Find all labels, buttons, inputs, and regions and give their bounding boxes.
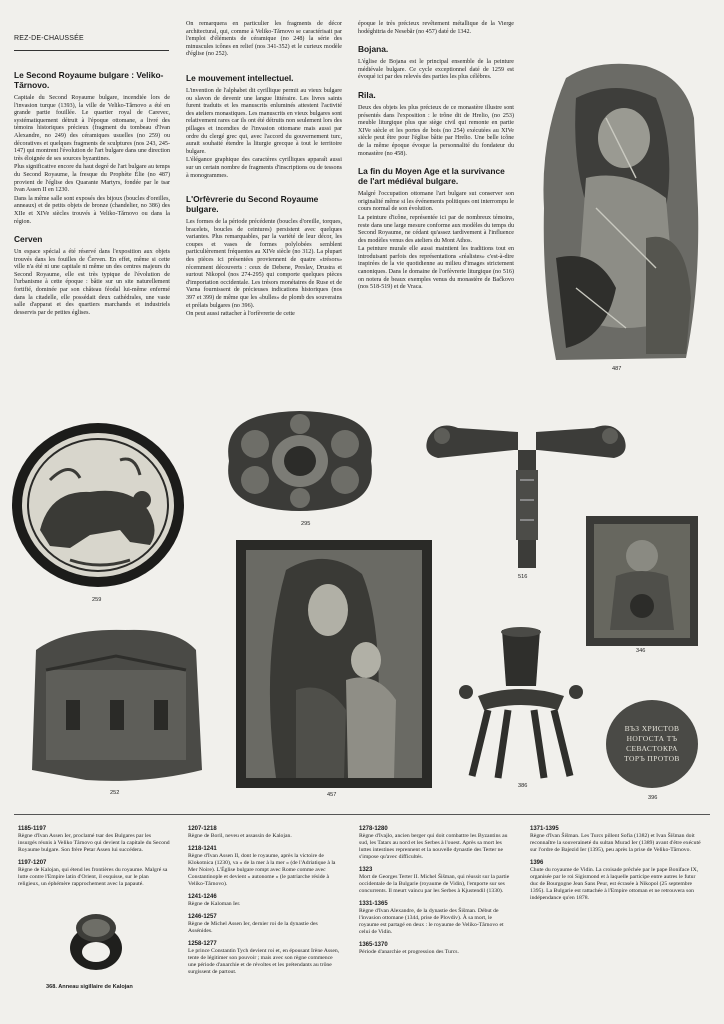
timeline-year: 1246-1257 [188, 914, 217, 920]
ring-caption: 368. Anneau sigillaire de Kalojan [46, 984, 133, 990]
seal-ring-image [66, 908, 126, 972]
caption-252: 252 [110, 790, 120, 796]
timeline-entry [359, 942, 511, 956]
timeline-year: 1197-1207 [18, 860, 47, 866]
text-column-1 [14, 62, 170, 318]
timeline-year: 1185-1197 [18, 826, 47, 832]
paragraph: Malgré l'occupation ottomane l'art bulgare sut conserver son originalité même si les événements politiques ont interrompu le cours normal de son évolution. [358, 191, 514, 213]
paragraph: Un espace spécial a été réservé dans l'exposition aux objets trouvés dans les fouilles de Červen. En effet, même si cette ville n'a été ni une capitale ni même un des centres majeurs du Second Royaume, elle est très typique de l'évolution de l'urbanisme à cette époque : bâtie sur un site naturellement fortifié, dominée par son château féodal lui-même enfermé dans la citadelle, elle possédait deux cathédrales, une vaste salle d'apparat et des quartiers marchands et industriels desservis par de petites églises. [14, 249, 170, 316]
seal-line: НОГОСТА ТЪ [626, 734, 678, 743]
ceramic-plate-image [10, 420, 186, 590]
bronze-candlestick-image [458, 626, 584, 782]
paragraph: L'élégance graphique des caractères cyrilliques apparaît aussi sur un certain nombre de fragments d'inscriptions ou de tessons à monogrammes. [186, 157, 342, 179]
heading-end-middle-ages: La fin du Moyen Age et la survivance de l'art médiéval bulgare. [358, 166, 505, 187]
timeline-text: Règne de Kalojan, qui étend les frontières du royaume. Malgré sa lutte contre l'Empire latin d'Orient, il esquisse, sur le plan religieux, un éphémère rapprochement avec la papauté. [18, 867, 168, 887]
timeline-entry [188, 826, 340, 840]
timeline-text: Chute du royaume de Vidin. La croisade prêchée par le pape Boniface IX, organisée par le roi Sigismond et à laquelle participe entre autres le futur duc de Bourgogne Jean Sans Peur, est écrasée à Nikopol (25 septembre 1395). La Bulgarie est rattachée à l'Empire ottoman et ne retrouvera son indépendance qu'en 1878. [530, 867, 699, 901]
timeline-text: Période d'anarchie et progression des Turcs. [359, 949, 459, 955]
timeline-text: Règne d'Ivan Assen II, dont le royaume, après la victoire de Klokotnica (1230), va « de la mer à la mer » (de l'Adriatique à la Mer Noire). L'Église bulgare rompt avec Rome comme avec Constantinople et devient « autonome » (le patriarche réside à Veliko-Tărnovo). [188, 853, 336, 887]
timeline-separator [14, 814, 710, 815]
heading-cerven: Cerven [14, 234, 43, 245]
caption-396: 396 [648, 795, 658, 801]
heading-intellectual: Le mouvement intellectuel. [186, 72, 294, 83]
timeline-year: 1258-1277 [188, 941, 217, 947]
virgin-icon-image [236, 540, 432, 788]
lead-seal [606, 700, 698, 788]
timeline-year: 1371-1395 [530, 826, 559, 832]
paragraph: Capitale du Second Royaume bulgare, incendiée lors de l'invasion turque (1393), la ville de Veliko-Tărnovo a été en grande partie fouillée. Le quartier royal de Carevec, systématiquement détruit à l'époque ottomane, a livré des témoins historiques précieux (fragment du tombeau d'Ivan Alexandre, no 249) des céramiques usuelles (no 259) ou décoratives et quelques fragments de sculptures (nos 243, 245-147) qui montrent l'évolution de l'art bulgare dans une direction très éloignée de ses sources byzantines. [14, 95, 170, 162]
timeline-text: Règne d'Ivan Šišman. Les Turcs pillent Sofia (1382) et Ivan Šišman doit reconnaître la souveraineté du sultan Murad Ier (1389) avant d'être exécuté sur l'ordre de Bajezid Ier (1395), peu après la prise de Veliko-Tărnovo. [530, 833, 701, 853]
paragraph: La peinture d'icône, représentée ici par de nombreux témoins, reste dans une large mesure conforme aux modèles du temps du Second Royaume, ne cédant qu'assez tardivement à l'influence des modèles venus des ateliers du Mont Athos. [358, 214, 514, 244]
seal-line: СЕВАСТОКРА [626, 744, 678, 753]
timeline-year: 1218-1241 [188, 846, 217, 852]
heading-second-kingdom: Le Second Royaume bulgare : Veliko-Tărnovo. [14, 70, 164, 90]
caption-259: 259 [92, 597, 102, 603]
timeline-text: Règne d'Ivan Alexandre, de la dynastie des Šišman. Début de l'invasion ottomane (1344, prise de Plovdiv). À sa mort, le royaume est partagé en deux : le royaume de Veliko-Tărnovo et celui de Vidin. [359, 908, 504, 935]
timeline-entry [188, 941, 340, 976]
relief-icon-image [586, 516, 698, 646]
timeline-text: Règne de Michel Assen Ier, dernier roi de la dynastie des Assénides. [188, 921, 318, 934]
caption-346: 346 [636, 648, 646, 654]
section-label: REZ-DE-CHAUSSÉE [14, 35, 84, 42]
timeline-column-3 [359, 826, 511, 962]
paragraph: Deux des objets les plus précieux de ce monastère illustre sont présentés dans l'exposition : le trône dit de Hrelio, (no 253) meuble liturgique plus que siège civil qui remonte en partie XIVe siècle et les portes de bois (no 254) exécutées au XIVe siècle peut être pour l'église bâtie par Hrelio. Une belle icône de la même époque évoque la personnalité du fondateur du monastère (no 458). [358, 104, 514, 157]
caption-516: 516 [518, 574, 528, 580]
paragraph: On remarquera en particulier les fragments de décor architectural, qui, comme à Veliko-Tărnovo se caractérisait par l'emploi d'éléments de céramique (no 248) la série des minuscules icônes en relief (nos 341-352) et le curieux modèle d'église (no 252). [186, 21, 342, 58]
timeline-entry [188, 894, 340, 908]
paragraph: Plus significative encore du haut degré de l'art bulgare au temps du Second Royaume, la fresque du Prophète Élie (no 487) provient de l'église des Quarante Martyrs, fondée par le tsar Ivan Assen II en 1230. [14, 164, 170, 194]
seal-line: ВЪЗ ХРИСТОВ [624, 724, 680, 733]
timeline-entry [18, 860, 170, 888]
header-rule [14, 50, 169, 51]
caption-457: 457 [327, 792, 337, 798]
timeline-entry [359, 826, 511, 861]
silver-dish-image [219, 406, 381, 516]
timeline-entry [530, 826, 702, 854]
paragraph: époque le très précieux revêtement métallique de la Vierge hodéghitria de Nesebăr (no 457) daté de 1342. [358, 21, 514, 35]
caption-487: 487 [612, 366, 622, 372]
timeline-text: Règne de Kaloman Ier. [188, 901, 241, 907]
church-model-image [26, 620, 206, 786]
paragraph: Dans la même salle sont exposés des bijoux (boucles d'oreilles, anneaux) et de petits objets de bronze (chandelier, no 386) des XIIe et XIVe siècles trouvés à Veliko-Tărnovo ou dans la région. [14, 195, 170, 225]
timeline-entry [18, 826, 170, 854]
timeline-text: Règne d'Ivan Assen Ier, proclamé tsar des Bulgares par les insurgés réunis à Veliko Tărnovo qui devient la capitale du Second Royaume bulgare. Son frère Petar Assen lui succédera. [18, 833, 170, 853]
timeline-entry [530, 860, 702, 902]
heading-rila: Rila. [358, 89, 376, 100]
timeline-entry [188, 914, 340, 935]
caption-295: 295 [301, 521, 311, 527]
timeline-entry [359, 867, 511, 895]
seal-line: ТОРЪ ПРОТОВ [624, 754, 680, 763]
timeline-text: Le prince Constantin Tych devient roi et, en épousant Irène Assen, tente de légitimer son pouvoir ; mais avec son règne commence une période d'anarchie et de révoltes et les prétendants au trône surgissent de partout. [188, 948, 340, 975]
timeline-text: Mort de Georges Terter II. Michel Šišman, qui réussit sur la partie occidentale de la Bulgarie (royaume de Vidin), l'emporte sur ses concurrents. Il meurt vaincu par les Serbes à Kjustendil (1330). [359, 874, 510, 894]
timeline-year: 1396 [530, 860, 544, 866]
timeline-entry [359, 901, 511, 936]
text-column-3 [358, 21, 514, 293]
timeline-year: 1207-1218 [188, 826, 217, 832]
timeline-year: 1331-1365 [359, 901, 388, 907]
paragraph: Les formes de la période précédente (boucles d'oreille, torques, bracelets, boucles de ceintures) persistent avec quelques variantes. Plus remarquables, par la variété de leur décor, les coupes et vases de formes polylobées semblent particulièrement fréquentes au XIVe siècle (no 312). La plupart des pièces ici présentées proviennent de quatre «trésors» récemment découverts : ceux de Debene, Preslav, Drustra et surtout Nikopol (nos 274-295) qui comporte quelques pièces d'importation occidentale. Les trésors monétaires de Ruse et de Varna fournissent de précieuses indications historiques (nos 397 et 399) de même que les «bulles» de plomb des souverains et prélats bulgares (no 396). [186, 219, 342, 309]
timeline-year: 1241-1246 [188, 894, 217, 900]
paragraph: La peinture murale elle aussi maintient les traditions tout en introduisant parfois des représentations «réalistes» c'est-à-dire inspirées de la vie quotidienne au milieu d'images strictement canoniques. Dans le domaine de l'orfèvrerie liturgique (no 516) on notera de beaux exemples venus du monastère de Bačkovo (nos 518-519) et de Vraca. [358, 246, 514, 291]
fresco-prophet-elijah-image [536, 58, 701, 362]
timeline-column-4 [530, 826, 702, 908]
timeline-text: Règne de Boril, neveu et assassin de Kalojan. [188, 833, 292, 839]
heading-goldsmith: L'Orfèvrerie du Second Royaume bulgare. [186, 194, 319, 215]
paragraph: L'église de Bojana est le principal ensemble de la peinture médiévale bulgare. Ce cycle exceptionnel daté de 1259 est évoqué ici par des relevés des parties les plus célèbres. [358, 59, 514, 81]
timeline-column-2 [188, 826, 340, 982]
caption-386: 386 [518, 783, 528, 789]
text-column-2 [186, 21, 342, 320]
paragraph: L'invention de l'alphabet dit cyrillique permit au vieux bulgare ou slavon de devenir une langue littéraire. Les livres saints furent traduits et les manuscrits enluminés attestent l'activité des ateliers monastiques. Les manuscrits en vieux bulgares sont relativement rares car ils ont été détruits non seulement lors des pillages et incendies de l'invasion ottomane mais aussi par ordre du clergé grec qui, avec l'accord du gouvernement turc, aurait souhaité étendre la liturgie grecque à tout le territoire bulgare. [186, 87, 342, 155]
timeline-year: 1278-1280 [359, 826, 388, 832]
timeline-text: Règne d'Ivajlo, ancien berger qui doit combattre les Byzantins au sud, les Tatars au nord et les Serbes à l'ouest. Après sa mort les luttes intestines reprennent et la nouvelle dynastie des Terter ne s'impose qu'avec difficultés. [359, 833, 508, 860]
paragraph: On peut aussi rattacher à l'orfèvrerie de cette [186, 311, 295, 318]
timeline-year: 1323 [359, 867, 373, 873]
timeline-entry [188, 846, 340, 888]
timeline-year: 1365-1370 [359, 942, 388, 948]
timeline-column-1 [18, 826, 170, 894]
heading-bojana: Bojana. [358, 44, 389, 55]
